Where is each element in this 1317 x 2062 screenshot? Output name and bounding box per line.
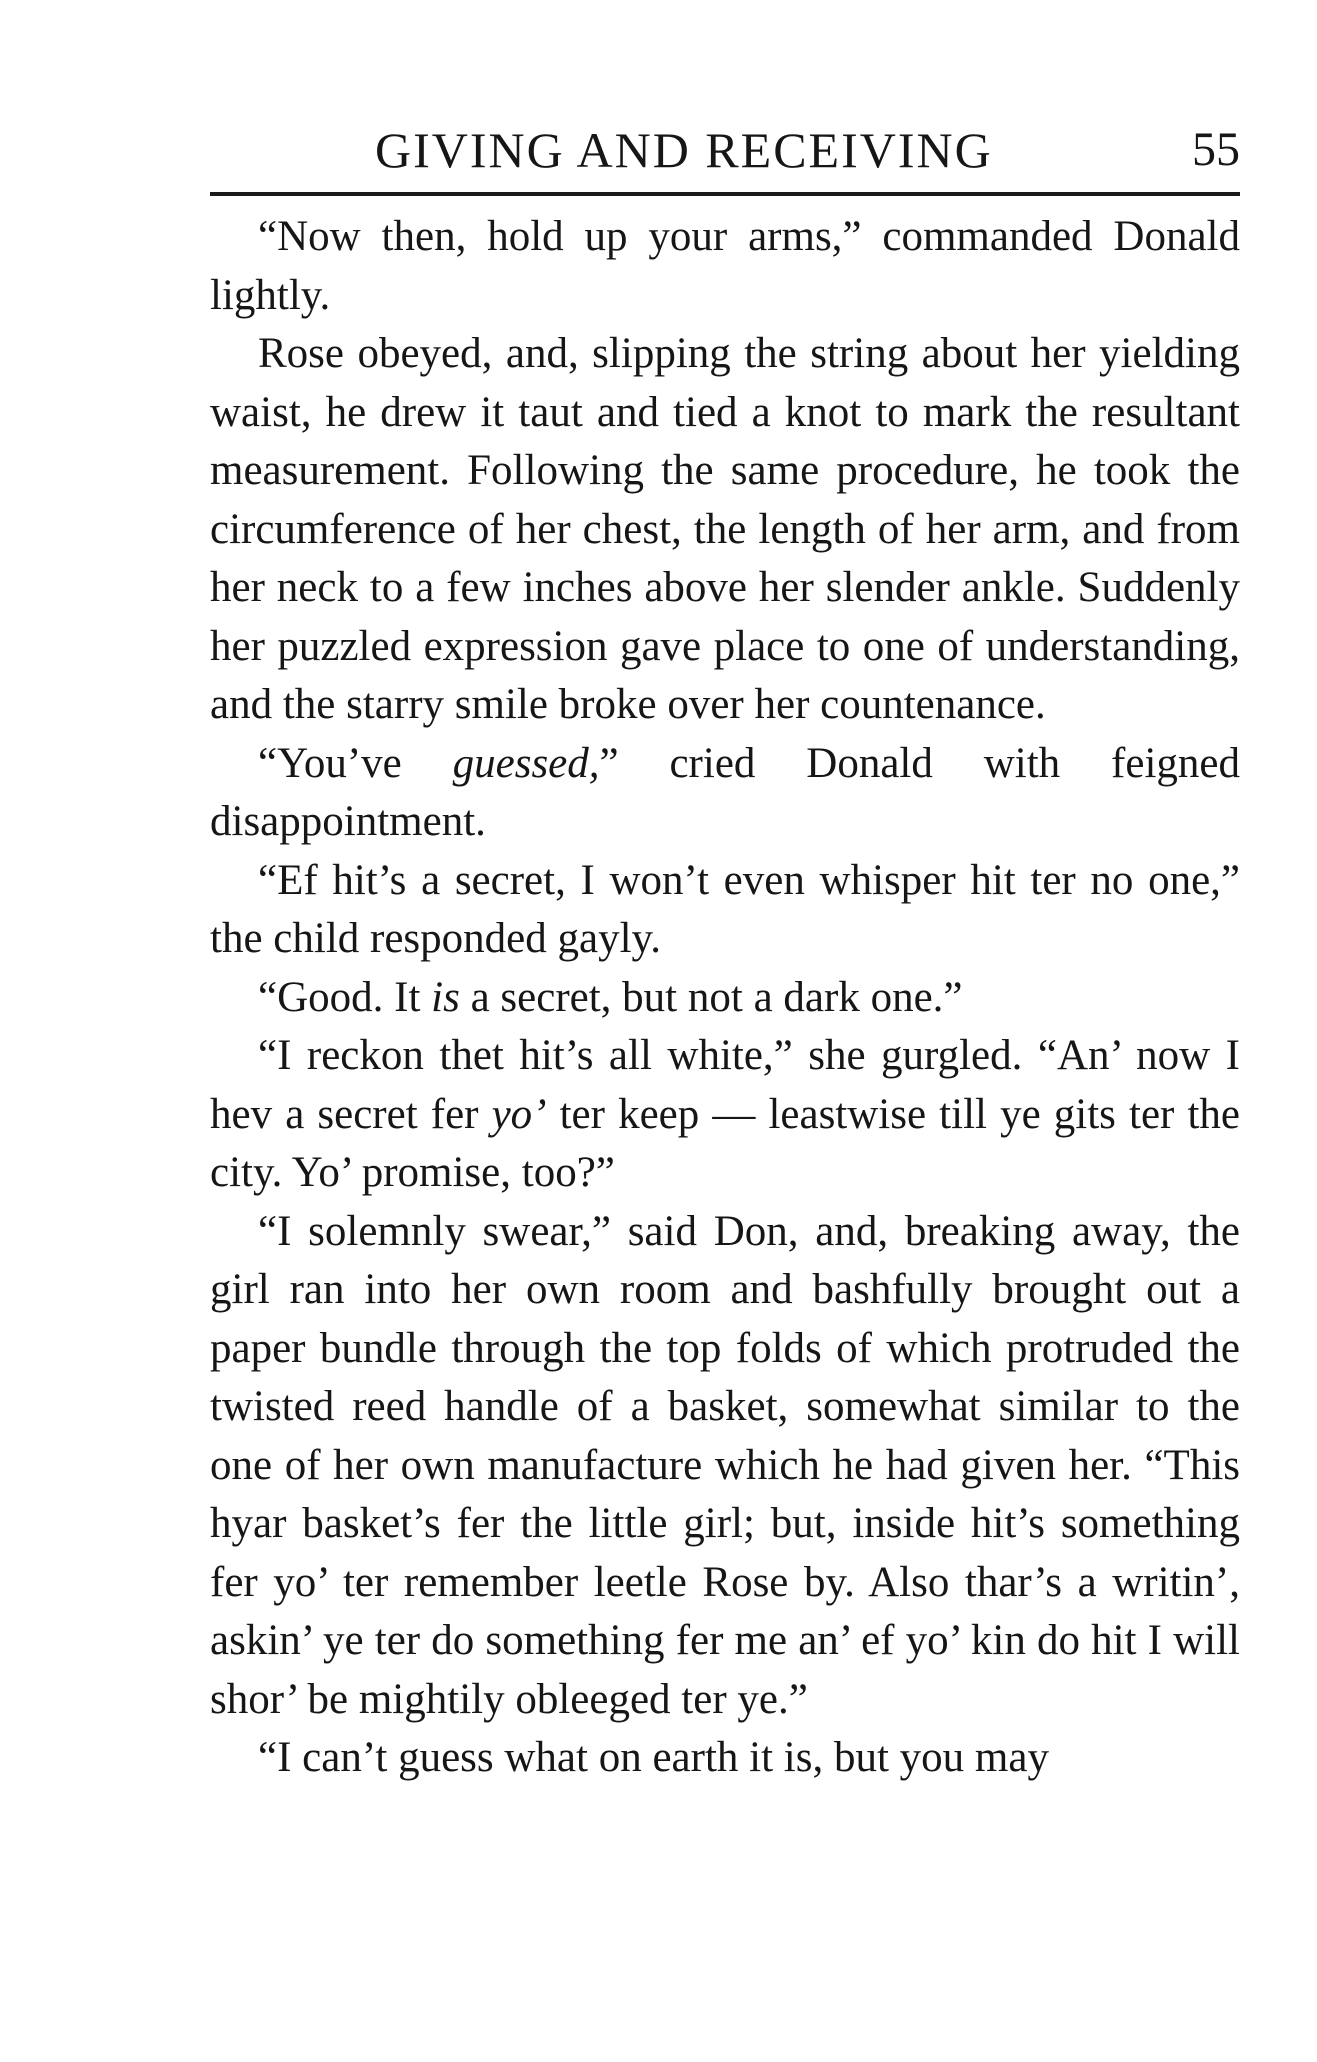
page-header — [210, 120, 1240, 180]
page-number: 55 — [1192, 123, 1240, 176]
paragraph: “Now then, hold up your arms,” commanded Donald lightly. — [210, 213, 1240, 319]
paragraph: “Ef hit’s a secret, I won’t even whisper hit ter no one,” the child responded gayly. — [210, 856, 1240, 962]
italic-text: is — [431, 973, 460, 1021]
paragraph: Rose obeyed, and, slipping the string about her yielding waist, he drew it taut and tied a knot to mark the resultant measurement. Following the same procedure, he took the circumference of her chest, the length of her arm, and from her neck to a few inches above her slender ankle. Suddenly her puzzled expression gave place to one of understanding, and the starry smile broke over her countenance. — [210, 330, 1240, 728]
book-page — [210, 120, 1240, 1781]
paragraph: “I solemnly swear,” said Don, and, breaking away, the girl ran into her own room and bashfully brought out a paper bundle through the top folds of which protruded the twisted reed handle of a basket, somewhat similar to the one of her own manufacture which he had given her. “This hyar basket’s fer the little girl; but, inside hit’s something fer yo’ ter remember leetle Rose by. Also thar’s a writin’, askin’ ye ter do something fer me an’ ef yo’ kin do hit I will shor’ be mightily obleeged ter ye.” — [210, 1207, 1240, 1723]
paragraph: “You’ve guessed,” cried Donald with feigned disappointment. — [210, 739, 1240, 845]
running-title: GIVING AND RECEIVING — [375, 122, 993, 178]
header-rule — [210, 192, 1240, 196]
paragraph: “I can’t guess what on earth it is, but you may — [258, 1734, 1049, 1781]
paragraph: “I reckon thet hit’s all white,” she gurgled. “An’ now I hev a secret fer yo’ ter keep — leastwise till ye gits ter the city. Yo’ promise, too?” — [210, 1032, 1240, 1196]
italic-text: yo’ — [491, 1090, 547, 1138]
page-body — [210, 208, 1240, 1788]
paragraph: “Good. It is a secret, but not a dark one.” — [258, 973, 963, 1021]
italic-text: guessed, — [452, 739, 600, 787]
